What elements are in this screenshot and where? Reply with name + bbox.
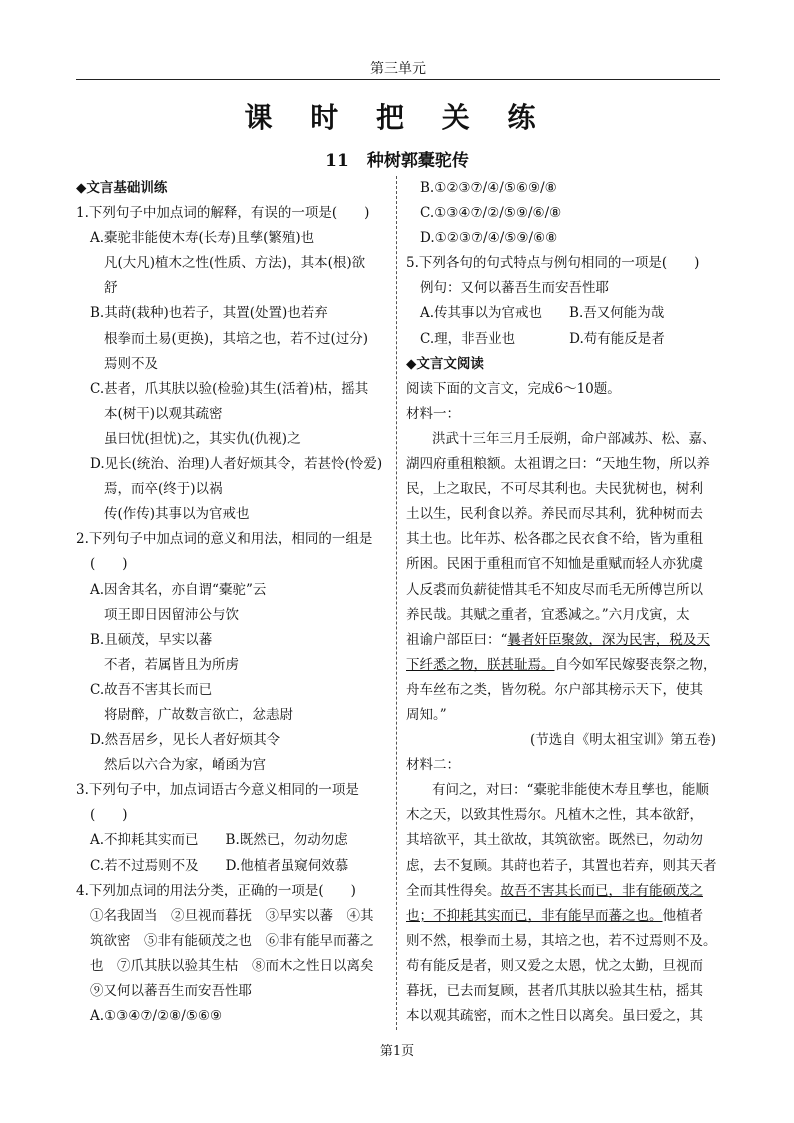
text-line: 阅读下面的文言文，完成6～10题。 xyxy=(406,380,621,397)
text-line: A.不抑耗其实而已 B.既然已，勿动勿虑 xyxy=(90,832,348,849)
text-line: C.故吾不害其长而已 xyxy=(90,681,213,698)
text-line: A.①③④⑦/②⑧/⑤⑥⑨ xyxy=(90,1008,223,1025)
text-line: 焉，而卒(终于)以祸 xyxy=(104,481,223,498)
text-line: (节选自《明太祖宝训》第五卷) xyxy=(529,732,716,749)
text-line: 祖谕户部臣曰：“曩者奸臣聚敛，深为民害，税及天 xyxy=(406,631,710,648)
underlined-text: 曩者奸臣聚敛，深为民害，税及天 xyxy=(507,631,710,648)
text-line: ( ) xyxy=(90,807,128,824)
text-line: 民，上之取民，不可尽其利也。夫民犹树也，树利 xyxy=(406,481,703,498)
text-line: 5.下列各句的句式特点与例句相同的一项是( ) xyxy=(406,255,700,272)
text-line: D.然吾居乡，见长人者好烦其令 xyxy=(90,732,281,749)
text-line: 虑，去不复顾。其莳也若子，其置也若弃，则其天者 xyxy=(406,857,717,874)
text-line: 根拳而土易(更换)，其培之也，若不过(过分) xyxy=(104,330,369,347)
text-line: 人反裘而负薪徒惜其毛不知皮尽而毛无所傅岂所以 xyxy=(406,581,703,598)
text-line: 3.下列句子中，加点词语古今意义相同的一项是 xyxy=(76,782,359,799)
text-line: B.且硕茂，早实以蕃 xyxy=(90,631,213,648)
text-line: ⑨又何以蕃吾生而安吾性耶 xyxy=(90,983,252,999)
text-line: 苟有能反是者，则又爱之太恩，忧之太勤，旦视而 xyxy=(406,957,703,974)
underlined-text: 下纤悉之物，朕甚耻焉。 xyxy=(406,656,555,673)
text-line: 洪武十三年三月壬辰朔，命户部减苏、松、嘉、 xyxy=(432,430,716,447)
text-line: 虽曰忧(担忧)之，其实仇(仇视)之 xyxy=(104,430,301,447)
section-heading: ◆文言文阅读 xyxy=(406,355,484,372)
text-line: 本以观其疏密，而木之性日以离矣。虽曰爱之，其 xyxy=(406,1008,703,1025)
text-line: 其土也。比年苏、松各郡之民衣食不给，皆为重租 xyxy=(406,531,703,548)
text-line: 所困。民困于重租而官不知恤是重赋而轻人亦犹虞 xyxy=(406,556,703,573)
left-column xyxy=(76,176,388,1029)
text-line: 不者，若属皆且为所虏 xyxy=(104,656,239,673)
text-line: ①名我固当 ②旦视而暮抚 ③早实以蕃 ④其 xyxy=(90,907,374,924)
text-line: 1.下列句子中加点词的解释，有误的一项是( ) xyxy=(76,205,370,222)
text-line: B.①②③⑦/④/⑤⑥⑨/⑧ xyxy=(420,180,557,196)
text-line: A.传其事以为官戒也 B.吾又何能为哉 xyxy=(420,305,665,322)
underlined-text: 故吾不害其长而已，非有能硕茂之 xyxy=(500,882,703,899)
page-number: 第1页 xyxy=(379,1044,415,1059)
text-line: 筑欲密 ⑤非有能硕茂之也 ⑥非有能早而蕃之 xyxy=(90,932,374,949)
text-line: 材料二： xyxy=(406,757,460,774)
underlined-text: 也；不抑耗其实而已，非有能早而蕃之也。 xyxy=(406,907,663,924)
column-divider xyxy=(396,176,397,1030)
text-line: 将尉醉，广故数言欲亡，忿恚尉 xyxy=(104,706,293,723)
text-line: 焉则不及 xyxy=(104,355,158,372)
text-line: 例句：又何以蕃吾生而安吾性耶 xyxy=(420,280,609,297)
text-line: 舟车丝布之类，皆勿税。尔户部其榜示天下，使其 xyxy=(406,681,703,698)
text-line: 下纤悉之物，朕甚耻焉。自今如军民嫁娶丧祭之物， xyxy=(406,656,717,673)
page-title: 课 时 把 关 练 xyxy=(244,101,550,134)
text-line: 凡(大凡)植木之性(性质、方法)，其本(根)欲 xyxy=(104,255,366,272)
text-line: 土以生，民利食以养。养民而尽其利，犹种树而去 xyxy=(406,506,703,523)
text-line: 周知。” xyxy=(406,706,447,723)
running-header: 第三单元 xyxy=(370,61,426,77)
text-line: 有问之，对曰：“橐驼非能使木寿且孳也，能顺 xyxy=(432,782,709,799)
section-heading: ◆文言基础训练 xyxy=(76,180,168,196)
text-line: 全而其性得矣。故吾不害其长而已，非有能硕茂之 xyxy=(406,882,703,899)
text-line: 也 ⑦爪其肤以验其生枯 ⑧而木之性日以离矣 xyxy=(90,957,374,974)
text-line: D.①②③⑦/④/⑤⑨/⑥⑧ xyxy=(420,230,558,247)
lesson-number: 11 xyxy=(325,151,349,171)
text-line: C.理，非吾业也 D.苟有能反是者 xyxy=(420,330,665,347)
text-line: D.见长(统治、治理)人者好烦其令，若甚怜(怜爱) xyxy=(90,456,383,473)
text-line: 也；不抑耗其实而已，非有能早而蕃之也。他植者 xyxy=(406,907,703,924)
text-line: C.若不过焉则不及 D.他植者虽窥伺效慕 xyxy=(90,857,349,874)
header-rule xyxy=(76,79,720,80)
right-column xyxy=(406,176,722,1029)
lesson-title xyxy=(0,146,794,171)
text-line: A.因舍其名，亦自谓“橐驼”云 xyxy=(90,581,267,598)
text-line: 项王即日因留沛公与饮 xyxy=(104,606,239,623)
text-line: 材料一： xyxy=(406,405,460,422)
text-line: C.①③④⑦/②/⑤⑨/⑥/⑧ xyxy=(420,205,562,222)
lesson-name: 种树郭橐驼传 xyxy=(366,151,469,171)
text-line: 4.下列加点词的用法分类，正确的一项是( ) xyxy=(76,882,356,899)
text-line: 则不然，根拳而土易，其培之也，若不过焉则不及。 xyxy=(406,932,717,949)
text-line: B.其莳(栽种)也若子，其置(处置)也若弃 xyxy=(90,305,328,322)
text-line: 湖四府重租粮额。太祖谓之曰：“天地生物，所以养 xyxy=(406,456,710,473)
text-line: 本(树干)以观其疏密 xyxy=(104,405,223,422)
text-line: 其培欲平，其土欲故，其筑欲密。既然已，勿动勿 xyxy=(406,832,703,849)
text-line: 养民哉。其赋之重者，宜悉减之。”六月戊寅，太 xyxy=(406,606,690,623)
text-line: 传(作传)其事以为官戒也 xyxy=(104,506,250,523)
text-line: 2.下列句子中加点词的意义和用法，相同的一组是 xyxy=(76,531,373,548)
text-line: C.甚者，爪其肤以验(检验)其生(活着)枯，摇其 xyxy=(90,380,369,397)
text-line: A.橐驼非能使木寿(长寿)且孳(繁殖)也 xyxy=(90,230,315,247)
text-line: 暮抚，已去而复顾，甚者爪其肤以验其生枯，摇其 xyxy=(406,983,703,999)
text-line: ( ) xyxy=(90,556,128,573)
text-line: 然后以六合为家，崤函为宫 xyxy=(104,757,266,774)
text-line: 木之天，以致其性焉尔。凡植木之性，其本欲舒， xyxy=(406,807,703,824)
text-line: 舒 xyxy=(104,280,118,297)
